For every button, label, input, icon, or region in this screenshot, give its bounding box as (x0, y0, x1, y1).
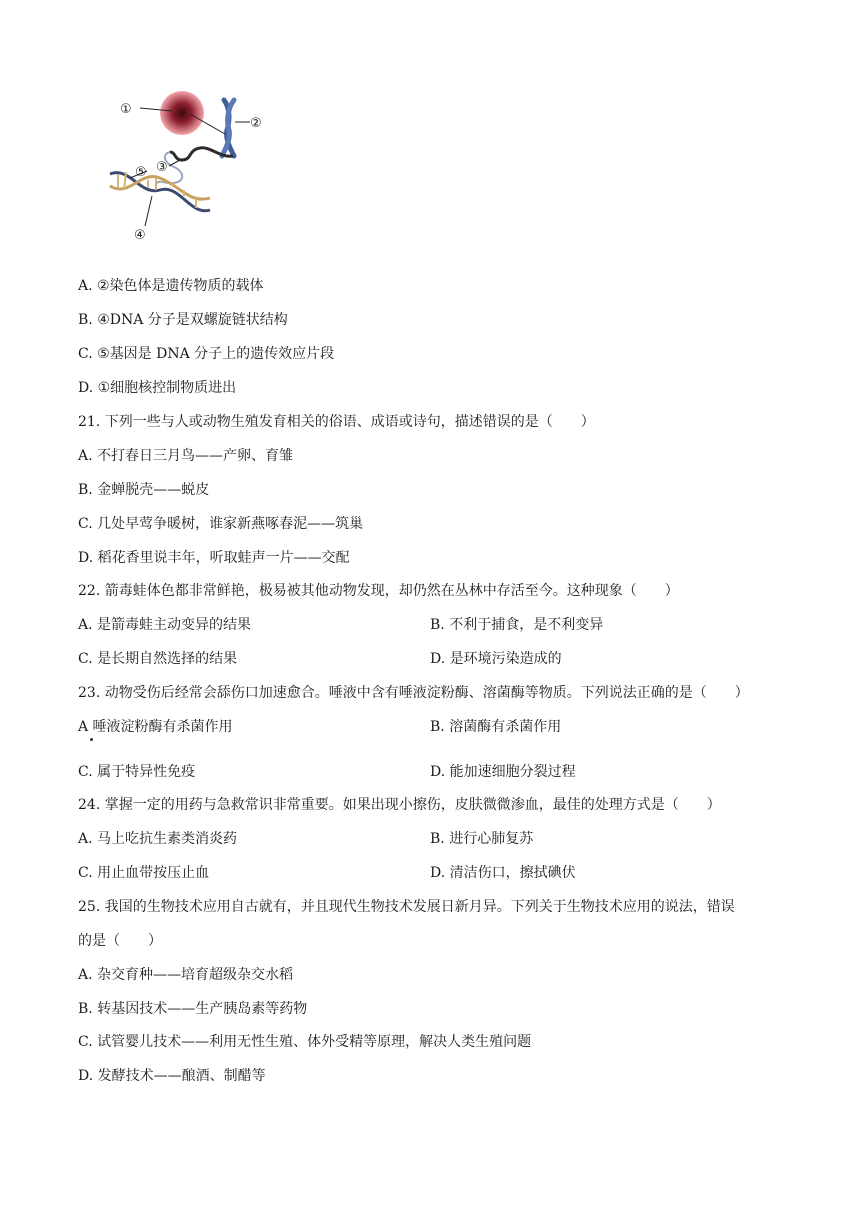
q25-option-b: B. 转基因技术——生产胰岛素等药物 (78, 1001, 308, 1017)
q22-option-b: B. 不利于捕食，是不利变异 (430, 617, 604, 633)
q23-option-a: A 唾液淀粉酶有杀菌作用 (78, 719, 233, 735)
chromosome-shape (222, 100, 234, 156)
q21-option-d: D. 稻花香里说丰年，听取蛙声一片——交配 (78, 550, 350, 566)
label-1: ① (120, 102, 132, 117)
stray-dot (90, 738, 93, 741)
q23-stem: 23. 动物受伤后经常会舔伤口加速愈合。唾液中含有唾液淀粉酶、溶菌酶等物质。下列说法正确的是（ ） (78, 685, 749, 701)
q22-option-a: A. 是箭毒蛙主动变异的结果 (78, 617, 252, 633)
q25-option-a: A. 杂交育种——培育超级杂交水稻 (78, 967, 294, 983)
q23-option-d: D. 能加速细胞分裂过程 (430, 764, 576, 780)
q21-option-c: C. 几处早莺争暖树，谁家新燕啄春泥——筑巢 (78, 516, 364, 532)
q20-option-a: A. ②染色体是遗传物质的载体 (78, 278, 264, 294)
q25-option-c: C. 试管婴儿技术——利用无性生殖、体外受精等原理，解决人类生殖问题 (78, 1034, 532, 1050)
q24-stem: 24. 掌握一定的用药与急救常识非常重要。如果出现小擦伤，皮肤微微渗血，最佳的处理方式是（ ） (78, 797, 721, 813)
q20-option-b: B. ④DNA 分子是双螺旋链状结构 (78, 312, 288, 328)
q22-option-c: C. 是长期自然选择的结果 (78, 651, 238, 667)
q24-option-d: D. 清洁伤口，擦拭碘伏 (430, 865, 576, 881)
dna-helix-shape (110, 172, 210, 211)
q22-stem: 22. 箭毒蛙体色都非常鲜艳，极易被其他动物发现，却仍然在丛林中存活至今。这种现象（ ） (78, 583, 679, 599)
q23-option-b: B. 溶菌酶有杀菌作用 (430, 719, 562, 735)
label-5: ⑤ (135, 165, 147, 180)
q24-option-b: B. 进行心肺复苏 (430, 831, 534, 847)
q25-option-d: D. 发酵技术——酿酒、制醋等 (78, 1068, 266, 1084)
q25-stem-line1: 25. 我国的生物技术应用自古就有，并且现代生物技术发展日新月异。下列关于生物技术应用的说法，错误 (78, 899, 735, 915)
q21-option-a: A. 不打春日三月鸟——产卵、育雏 (78, 448, 294, 464)
nucleus-shape (160, 91, 204, 135)
label-4: ④ (134, 228, 146, 243)
label-2: ② (250, 116, 262, 131)
q21-stem: 21. 下列一些与人或动物生殖发育相关的俗语、成语或诗句，描述错误的是（ ） (78, 414, 595, 430)
q24-option-c: C. 用止血带按压止血 (78, 865, 210, 881)
label-3: ③ (156, 160, 168, 175)
q22-option-d: D. 是环境污染造成的 (430, 651, 562, 667)
q20-option-c: C. ⑤基因是 DNA 分子上的遗传效应片段 (78, 346, 335, 362)
q20-option-d: D. ①细胞核控制物质进出 (78, 380, 237, 396)
q21-option-b: B. 金蝉脱壳——蜕皮 (78, 482, 210, 498)
q23-option-c: C. 属于特异性免疫 (78, 764, 196, 780)
q25-stem-line2: 的是（ ） (78, 933, 162, 949)
q24-option-a: A. 马上吃抗生素类消炎药 (78, 831, 238, 847)
chromosome-dna-figure (100, 86, 275, 246)
